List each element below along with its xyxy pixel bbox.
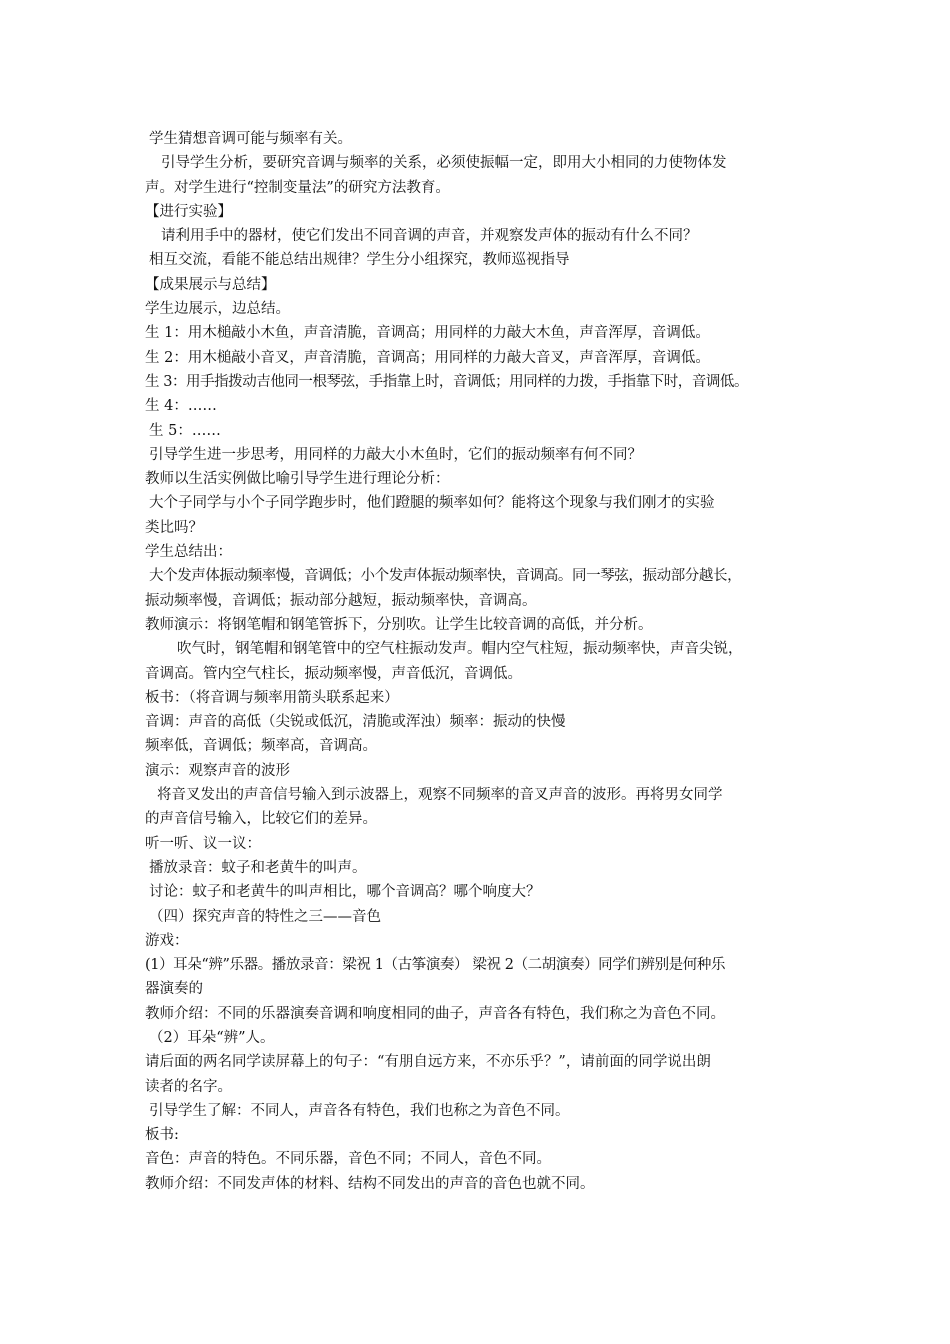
text-line: 学生猜想音调可能与频率有关。 <box>149 131 352 147</box>
text-line: 声。对学生进行“控制变量法”的研究方法教育。 <box>145 179 450 196</box>
text-line: 生 5：…… <box>149 422 221 439</box>
text-line: 大个发声体振动频率慢，音调低；小个发声体振动频率快，音调高。同一琴弦，振动部分越长， <box>149 568 742 585</box>
text-line: 音调高。管内空气柱长，振动频率慢，声音低沉，音调低。 <box>145 665 522 682</box>
text-line: 教师以生活实例做比喻引导学生进行理论分析： <box>145 471 450 488</box>
text-line: 板书：（将音调与频率用箭头联系起来） <box>145 689 399 706</box>
text-line: 教师介绍：不同的乐器演奏音调和响度相同的曲子，声音各有特色，我们称之为音色不同。 <box>145 1005 725 1022</box>
text-line: 请后面的两名同学读屏幕上的句子：“有朋自远方来，不亦乐乎？”，请前面的同学说出朗 <box>145 1054 711 1071</box>
text-line: 频率低，音调低；频率高，音调高。 <box>145 738 377 755</box>
text-line: 类比吗？ <box>145 519 203 536</box>
section-heading: 【成果展示与总结】 <box>145 276 276 293</box>
text-line: 引导学生进一步思考，用同样的力敲大小木鱼时，它们的振动频率有何不同？ <box>149 446 642 463</box>
text-line: 播放录音：蚊子和老黄牛的叫声。 <box>149 859 367 876</box>
text-line: 游戏： <box>145 932 189 949</box>
text-line: 器演奏的 <box>145 981 203 998</box>
text-line: 教师介绍：不同发声体的材料、结构不同发出的声音的音色也就不同。 <box>145 1175 595 1192</box>
document-body <box>145 127 825 1196</box>
text-line: 演示：观察声音的波形 <box>145 762 290 779</box>
section-heading: 【进行实验】 <box>145 203 232 220</box>
text-line: （2）耳朵“辨”人。 <box>149 1029 275 1046</box>
text-line: 生 3：用手指拨动吉他同一根琴弦，手指靠上时，音调低；用同样的力拨，手指靠下时，音调低。 <box>145 373 749 390</box>
text-line: 引导学生分析，要研究音调与频率的关系，必须使振幅一定，即用大小相同的力使物体发 <box>161 155 727 172</box>
text-line: 吹气时，钢笔帽和钢笔管中的空气柱振动发声。帽内空气柱短，振动频率快，声音尖锐， <box>177 641 743 658</box>
text-line: 音色：声音的特色。不同乐器，音色不同；不同人，音色不同。 <box>145 1151 551 1168</box>
text-line: 学生总结出： <box>145 544 232 561</box>
text-line: 学生边展示，边总结。 <box>145 301 290 318</box>
text-line: 生 4：…… <box>145 398 217 415</box>
text-line: 生 1：用木槌敲小木鱼，声音清脆，音调高；用同样的力敲大木鱼，声音浑厚，音调低。 <box>145 325 710 342</box>
text-line: 大个子同学与小个子同学跑步时，他们蹬腿的频率如何？能将这个现象与我们刚才的实验 <box>149 495 715 512</box>
text-line: (1）耳朵“辨”乐器。播放录音：梁祝 1（古筝演奏） 梁祝 2（二胡演奏）同学们辨别是何种乐 <box>145 957 726 974</box>
text-line: 请利用手中的器材，使它们发出不同音调的声音，并观察发声体的振动有什么不同？ <box>161 228 698 245</box>
text-line: 相互交流，看能不能总结出规律？学生分小组探究，教师巡视指导 <box>149 252 570 269</box>
text-line: 读者的名字。 <box>145 1078 232 1095</box>
text-line: 板书: <box>145 1127 179 1144</box>
text-line: 生 2：用木槌敲小音叉，声音清脆，音调高；用同样的力敲大音叉，声音浑厚，音调低。 <box>145 349 710 366</box>
text-line: 音调：声音的高低（尖锐或低沉，清脆或浑浊）频率：振动的快慢 <box>145 714 566 731</box>
text-line: 振动频率慢，音调低；振动部分越短，振动频率快，音调高。 <box>145 592 537 609</box>
text-line: 的声音信号输入，比较它们的差异。 <box>145 811 377 828</box>
text-line: 教师演示：将钢笔帽和钢笔管拆下，分别吹。让学生比较音调的高低，并分析。 <box>145 616 653 633</box>
text-line: 听一听、议一议： <box>145 835 261 852</box>
text-line: 将音叉发出的声音信号输入到示波器上，观察不同频率的音叉声音的波形。再将男女同学 <box>157 787 723 804</box>
text-line: （四）探究声音的特性之三——音色 <box>149 908 381 925</box>
text-line: 讨论：蚊子和老黄牛的叫声相比，哪个音调高？哪个响度大？ <box>149 884 541 901</box>
text-line: 引导学生了解：不同人，声音各有特色，我们也称之为音色不同。 <box>149 1102 570 1119</box>
